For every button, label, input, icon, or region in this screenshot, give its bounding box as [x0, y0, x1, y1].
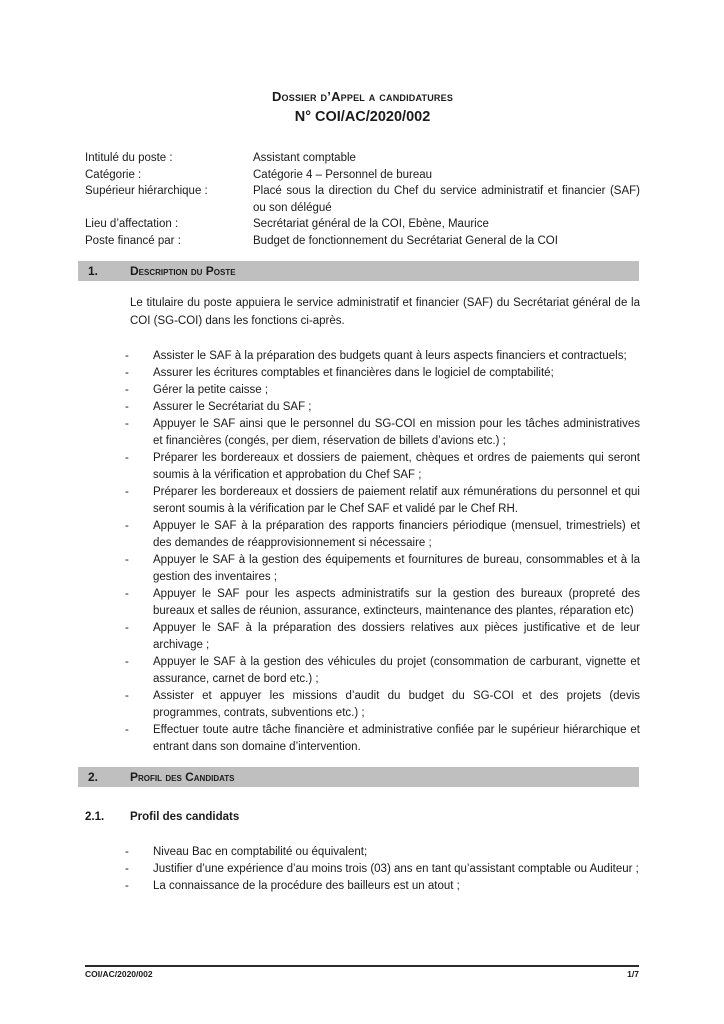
page-footer — [85, 965, 639, 979]
intro-paragraph: Le titulaire du poste appuiera le service administratif et financier (SAF) du Secrétariat général de la COI (SG-COI) dans les fonctions ci-après. — [130, 297, 640, 327]
metadata-row — [85, 233, 640, 250]
metadata-value: Placé sous la direction du Chef du service administratif et financier (SAF) ou son délégué — [253, 185, 640, 214]
bullet-item — [125, 586, 640, 620]
bullet-text: Appuyer le SAF à la gestion des équipements et fournitures de bureau, consommables et à la gestion des inventaires ; — [153, 554, 640, 583]
metadata-row — [85, 150, 640, 167]
bullet-dash: - — [125, 724, 129, 736]
bullet-text: Niveau Bac en comptabilité ou équivalent; — [153, 846, 368, 858]
document-reference-number: N° COI/AC/2020/002 — [294, 109, 431, 125]
bullet-dash: - — [125, 350, 129, 362]
bullet-text: Assister le SAF à la préparation des budgets quant à leurs aspects financiers et contractuels; — [153, 350, 627, 362]
bullet-item — [125, 450, 640, 484]
bullet-dash: - — [125, 401, 129, 413]
subsection-title: Profil des candidats — [130, 811, 240, 823]
bullet-dash: - — [125, 656, 129, 668]
bullet-dash: - — [125, 367, 129, 379]
bullet-item — [125, 552, 640, 586]
section-heading: Profil des Candidats — [130, 770, 235, 784]
bullet-text: Appuyer le SAF à la préparation des dossiers relatives aux pièces justificative et de leur archivage ; — [153, 622, 640, 651]
bullet-dash: - — [125, 418, 129, 430]
metadata-label: Intitulé du poste : — [85, 152, 173, 164]
bullet-item — [125, 844, 640, 861]
bullet-dash: - — [125, 690, 129, 702]
bullet-item — [125, 722, 640, 756]
bullet-item — [125, 399, 640, 416]
metadata-value: Catégorie 4 – Personnel de bureau — [253, 168, 433, 181]
bullet-text: Effectuer toute autre tâche financière et administrative confiée par le supérieur hiérarchique et entrant dans son domaine d’intervention. — [153, 724, 640, 753]
bullet-item — [125, 365, 640, 382]
section-heading: Description du Poste — [130, 264, 236, 278]
metadata-row — [85, 183, 640, 216]
bullet-dash: - — [125, 622, 129, 634]
metadata-value: Budget de fonctionnement du Secrétariat General de la COI — [253, 234, 558, 247]
footer-reference: COI/AC/2020/002 — [85, 969, 153, 979]
subsection-heading — [85, 809, 640, 826]
bullet-list-description — [85, 348, 640, 756]
bullet-dash: - — [125, 452, 129, 464]
bullet-item — [125, 878, 640, 895]
bullet-dash: - — [125, 846, 129, 858]
bullet-dash: - — [125, 384, 129, 396]
metadata-table — [85, 150, 640, 249]
section-header-profil-des-candidats — [78, 767, 639, 787]
metadata-row — [85, 216, 640, 233]
bullet-text: Assister et appuyer les missions d’audit du budget du SG-COI et des projets (devis programmes, contrats, subventions etc.) ; — [153, 690, 640, 719]
bullet-dash: - — [125, 520, 129, 532]
bullet-item — [125, 861, 640, 878]
bullet-dash: - — [125, 554, 129, 566]
metadata-label: Lieu d’affectation : — [85, 218, 179, 230]
document-title: Dossier d’Appel a candidatures — [271, 89, 454, 104]
bullet-text: Appuyer le SAF à la gestion des véhicules du projet (consommation de carburant, vignette et assurance, carnet de bord etc.) ; — [153, 656, 640, 685]
metadata-value: Assistant comptable — [253, 152, 356, 164]
section-number: 1. — [88, 264, 99, 278]
bullet-item — [125, 484, 640, 518]
bullet-text: Assurer les écritures comptables et financières dans le logiciel de comptabilité; — [153, 367, 554, 379]
metadata-label: Supérieur hiérarchique : — [85, 185, 208, 197]
bullet-item — [125, 416, 640, 450]
bullet-list-profil — [85, 844, 640, 895]
subsection-number: 2.1. — [85, 811, 105, 823]
footer-page-number: 1/7 — [627, 969, 639, 979]
metadata-label: Poste financé par : — [85, 234, 181, 247]
bullet-text: Appuyer le SAF à la préparation des rapports financiers périodique (mensuel, trimestriels) et des demandes de réapprovisionnement si nécessaire ; — [153, 520, 640, 549]
metadata-row — [85, 167, 640, 184]
bullet-dash: - — [125, 486, 129, 498]
bullet-text: La connaissance de la procédure des bailleurs est un atout ; — [153, 880, 460, 892]
bullet-text: Assurer le Secrétariat du SAF ; — [153, 401, 312, 413]
bullet-text: Justifier d’une expérience d’au moins trois (03) ans en tant qu’assistant comptable ou Auditeur ; — [153, 863, 639, 875]
bullet-item — [125, 654, 640, 688]
bullet-text: Préparer les bordereaux et dossiers de paiement relatif aux rémunérations du personnel et qui seront soumis à la vérification par le Chef SAF et validé par le Chef RH. — [153, 486, 640, 515]
metadata-label: Catégorie : — [85, 168, 142, 181]
title-block — [85, 88, 640, 127]
bullet-item — [125, 688, 640, 722]
bullet-dash: - — [125, 863, 129, 875]
bullet-text: Appuyer le SAF ainsi que le personnel du SG-COI en mission pour les tâches administratives et financières (congés, per diem, réservation de billets d’avions etc.) ; — [153, 418, 640, 447]
document-content — [85, 88, 640, 895]
bullet-item — [125, 348, 640, 365]
metadata-value: Secrétariat général de la COI, Ebène, Maurice — [253, 218, 489, 230]
bullet-dash: - — [125, 588, 129, 600]
bullet-item — [125, 518, 640, 552]
bullet-item — [125, 382, 640, 399]
bullet-dash: - — [125, 880, 129, 892]
bullet-text: Appuyer le SAF pour les aspects administratifs sur la gestion des bureaux (propreté des bureaux et salles de réunion, assurance, extincteurs, maintenance des plantes, réparation etc) — [153, 588, 640, 617]
bullet-text: Préparer les bordereaux et dossiers de paiement, chèques et ordres de paiements qui seront soumis à la vérification et approbation du Chef SAF ; — [153, 452, 640, 481]
bullet-item — [125, 620, 640, 654]
section-header-description-du-poste — [78, 261, 639, 281]
section-number: 2. — [88, 770, 99, 784]
bullet-text: Gérer la petite caisse ; — [153, 384, 269, 396]
